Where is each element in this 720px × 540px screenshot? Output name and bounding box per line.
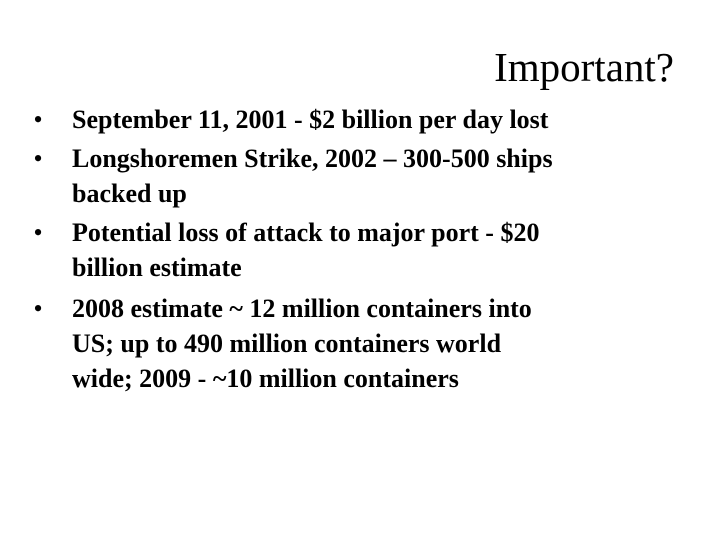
bullet-list — [24, 102, 684, 400]
bullet-text: Potential loss of attack to major port - $20 billion estimate — [72, 218, 540, 282]
bullet-icon: • — [33, 218, 43, 247]
bullet-text: September 11, 2001 - $2 billion per day lost — [72, 105, 549, 134]
bullet-item — [24, 141, 684, 211]
bullet-text: Longshoremen Strike, 2002 – 300-500 ships backed up — [72, 144, 553, 208]
bullet-item — [24, 291, 684, 396]
slide-title: Important? — [494, 44, 674, 90]
bullet-text: 2008 estimate ~ 12 million containers into US; up to 490 million containers world wide; 2009 - ~10 million containers — [72, 294, 532, 393]
bullet-item — [24, 102, 684, 137]
bullet-icon: • — [33, 294, 43, 323]
bullet-item — [24, 215, 684, 285]
bullet-icon: • — [33, 144, 43, 173]
bullet-icon: • — [33, 105, 43, 134]
